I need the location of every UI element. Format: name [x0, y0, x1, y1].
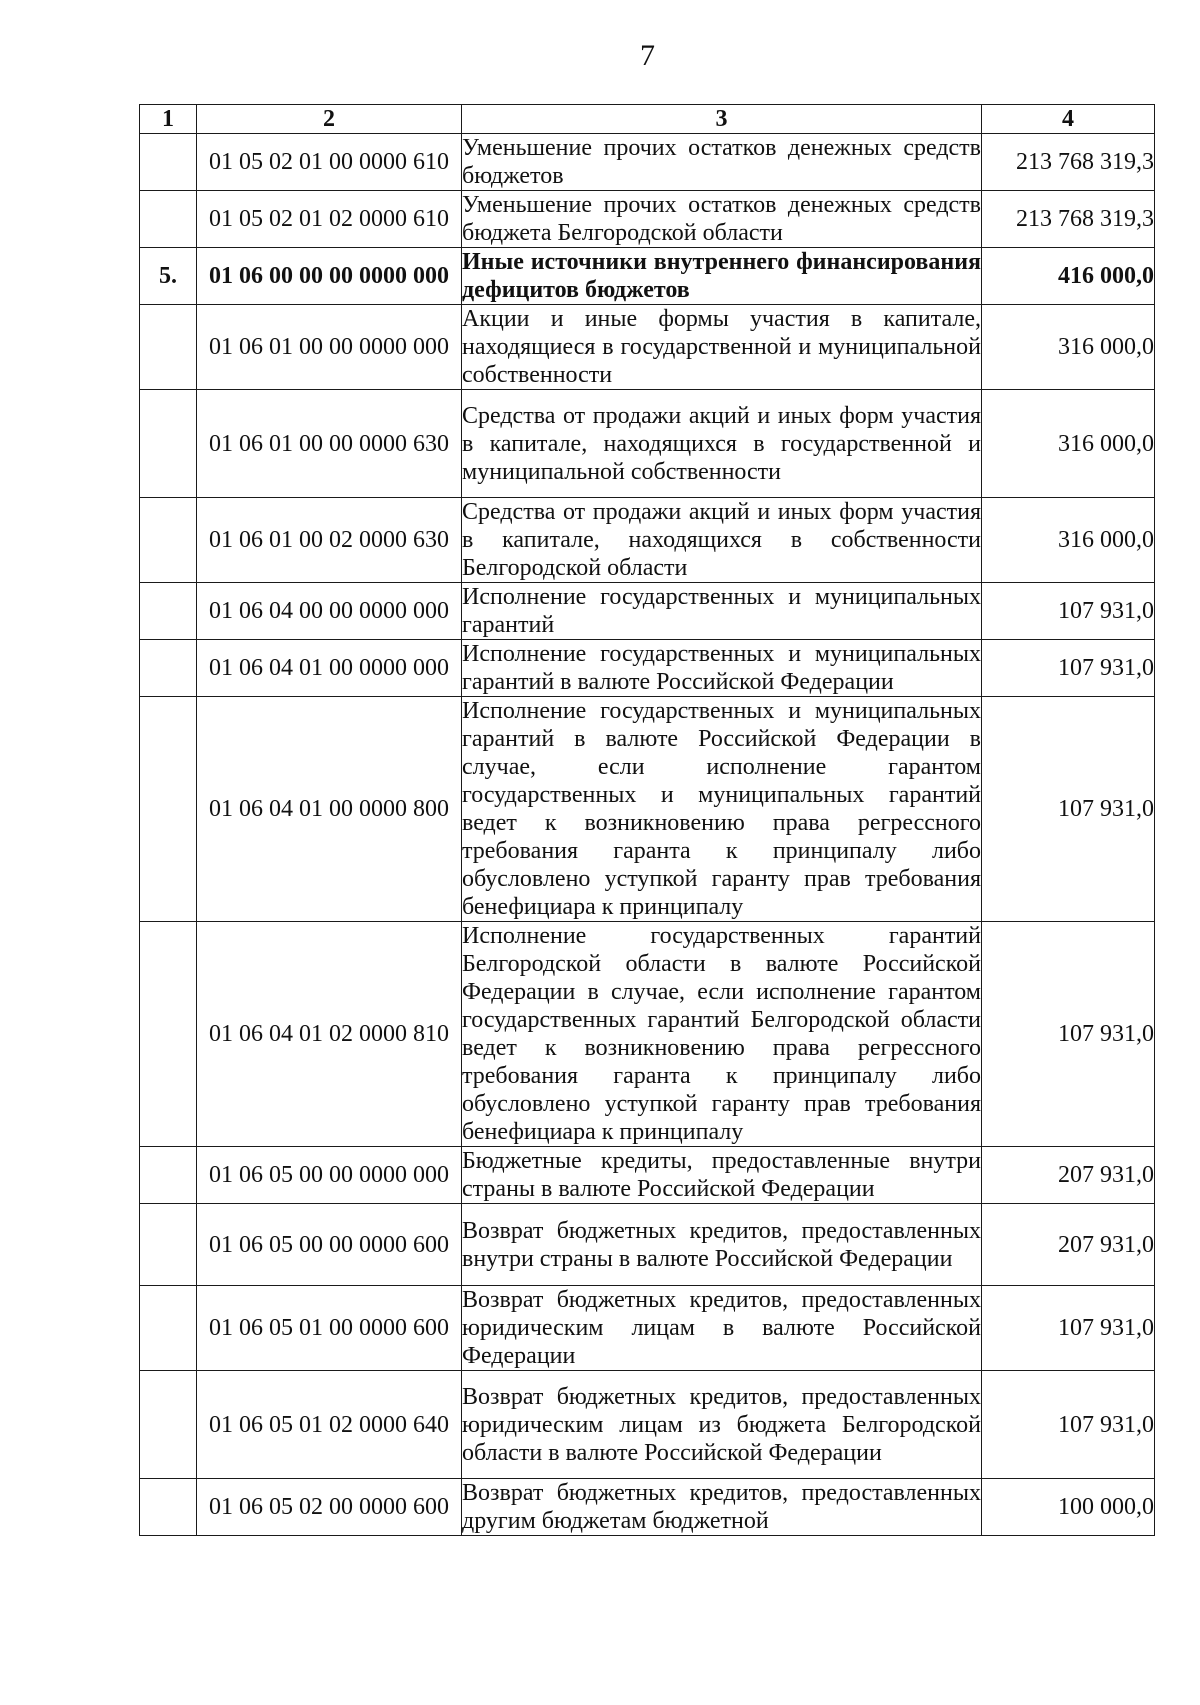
amount-cell: 107 931,0 — [982, 1371, 1155, 1479]
table-row — [140, 305, 1155, 390]
budget-code-cell: 01 06 04 01 02 0000 810 — [197, 922, 462, 1147]
description-cell: Исполнение государственных и муниципальных гарантий — [462, 584, 981, 638]
description-cell: Средства от продажи акций и иных форм участия в капитале, находящихся в собственности Белгородской области — [462, 499, 981, 581]
row-number-cell — [140, 1371, 197, 1479]
row-number-cell — [140, 305, 197, 390]
amount-cell: 107 931,0 — [982, 697, 1155, 922]
budget-code-cell: 01 06 05 02 00 0000 600 — [197, 1479, 462, 1536]
row-number-cell — [140, 1286, 197, 1371]
budget-code-cell: 01 06 04 01 00 0000 000 — [197, 640, 462, 697]
budget-code-cell: 01 06 05 00 00 0000 600 — [197, 1204, 462, 1286]
table-row — [140, 640, 1155, 697]
row-number-cell — [140, 498, 197, 583]
row-number-cell: 5. — [140, 248, 197, 305]
amount-cell: 207 931,0 — [982, 1147, 1155, 1204]
table-row — [140, 583, 1155, 640]
table-row — [140, 498, 1155, 583]
description-cell: Уменьшение прочих остатков денежных средств бюджета Белгородской области — [462, 192, 981, 246]
budget-code-cell: 01 05 02 01 00 0000 610 — [197, 134, 462, 191]
amount-cell: 316 000,0 — [982, 390, 1155, 498]
table-row — [140, 134, 1155, 191]
row-number-cell — [140, 1147, 197, 1204]
amount-cell: 107 931,0 — [982, 583, 1155, 640]
description-cell: Исполнение государственных и муниципальных гарантий в валюте Российской Федерации — [462, 641, 981, 695]
budget-code-cell: 01 06 01 00 00 0000 000 — [197, 305, 462, 390]
row-number-cell — [140, 697, 197, 922]
description-cell: Исполнение государственных гарантий Белгородской области в валюте Российской Федерации в случае, если исполнение гарантом государственных гарантий Белгородской области ведет к возникновению права регрессного требования гаранта к принципалу либо обусловлено уступкой гаранту прав требования бенефициара к принципалу — [462, 923, 981, 1145]
amount-cell: 416 000,0 — [982, 248, 1155, 305]
amount-cell: 213 768 319,3 — [982, 134, 1155, 191]
table-row — [140, 191, 1155, 248]
budget-table — [139, 104, 1155, 1536]
table-row — [140, 697, 1155, 922]
amount-cell: 107 931,0 — [982, 640, 1155, 697]
budget-code-cell: 01 06 05 01 02 0000 640 — [197, 1371, 462, 1479]
budget-code-cell: 01 06 01 00 00 0000 630 — [197, 390, 462, 498]
column-header-4: 4 — [982, 105, 1155, 134]
description-cell: Средства от продажи акций и иных форм участия в капитале, находящихся в государственной и муниципальной собственности — [462, 390, 982, 498]
row-number-cell — [140, 1204, 197, 1286]
budget-code-cell: 01 06 04 00 00 0000 000 — [197, 583, 462, 640]
budget-code-cell: 01 06 00 00 00 0000 000 — [197, 248, 462, 305]
table-row — [140, 1147, 1155, 1204]
budget-code-cell: 01 05 02 01 02 0000 610 — [197, 191, 462, 248]
description-cell: Возврат бюджетных кредитов, предоставленных другим бюджетам бюджетной — [462, 1480, 981, 1534]
page-number: 7 — [640, 39, 655, 72]
description-cell: Возврат бюджетных кредитов, предоставленных внутри страны в валюте Российской Федерации — [462, 1204, 982, 1286]
budget-code-cell: 01 06 04 01 00 0000 800 — [197, 697, 462, 922]
row-number-cell — [140, 191, 197, 248]
table-header-row — [140, 105, 1155, 134]
description-cell: Исполнение государственных и муниципальных гарантий в валюте Российской Федерации в случае, если исполнение гарантом государственных и муниципальных гарантий ведет к возникновению права регрессного требования гаранта к принципалу либо обусловлено уступкой гаранту прав требования бенефициара к принципалу — [462, 698, 981, 920]
table-row — [140, 1371, 1155, 1479]
budget-code-cell: 01 06 05 01 00 0000 600 — [197, 1286, 462, 1371]
table-row — [140, 390, 1155, 498]
row-number-cell — [140, 134, 197, 191]
table-row — [140, 1204, 1155, 1286]
table-body — [140, 134, 1155, 1536]
column-header-3: 3 — [462, 105, 982, 134]
row-number-cell — [140, 390, 197, 498]
column-header-1: 1 — [140, 105, 197, 134]
description-cell: Акции и иные формы участия в капитале, находящиеся в государственной и муниципальной собственности — [462, 306, 981, 388]
row-number-cell — [140, 583, 197, 640]
row-number-cell — [140, 1479, 197, 1536]
description-cell: Бюджетные кредиты, предоставленные внутри страны в валюте Российской Федерации — [462, 1148, 981, 1202]
description-cell: Возврат бюджетных кредитов, предоставленных юридическим лицам из бюджета Белгородской области в валюте Российской Федерации — [462, 1371, 982, 1479]
amount-cell: 107 931,0 — [982, 922, 1155, 1147]
description-cell: Уменьшение прочих остатков денежных средств бюджетов — [462, 135, 981, 189]
amount-cell: 316 000,0 — [982, 305, 1155, 390]
row-number-cell — [140, 922, 197, 1147]
amount-cell: 316 000,0 — [982, 498, 1155, 583]
table-row — [140, 248, 1155, 305]
amount-cell: 213 768 319,3 — [982, 191, 1155, 248]
amount-cell: 107 931,0 — [982, 1286, 1155, 1371]
table-row — [140, 1286, 1155, 1371]
row-number-cell — [140, 640, 197, 697]
description-cell: Иные источники внутреннего финансирования дефицитов бюджетов — [462, 249, 981, 303]
description-cell: Возврат бюджетных кредитов, предоставленных юридическим лицам в валюте Российской Федерации — [462, 1287, 981, 1369]
table-row — [140, 922, 1155, 1147]
table-row — [140, 1479, 1155, 1536]
amount-cell: 100 000,0 — [982, 1479, 1155, 1536]
budget-code-cell: 01 06 05 00 00 0000 000 — [197, 1147, 462, 1204]
budget-code-cell: 01 06 01 00 02 0000 630 — [197, 498, 462, 583]
column-header-2: 2 — [197, 105, 462, 134]
amount-cell: 207 931,0 — [982, 1204, 1155, 1286]
